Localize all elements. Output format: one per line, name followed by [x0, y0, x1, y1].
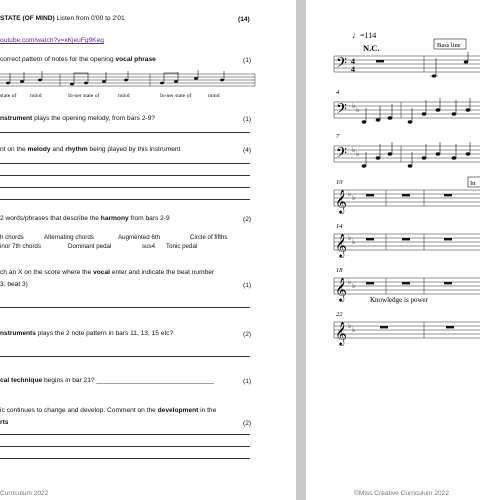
q1-lyric: In-ner state of — [68, 93, 100, 99]
score-lyric: Knowledge is power — [370, 296, 428, 304]
question-2: nstrument plays the opening melody, from bars 2-9? — [0, 115, 155, 122]
time-signature-bottom: 4 — [351, 65, 355, 74]
harmony-option[interactable]: inor 7th chords — [0, 243, 41, 250]
worksheet-heading: STATE (OF MIND) Listen from 0'00 to 2'01 — [0, 15, 125, 22]
question-4: 2 words/phrases that describe the harmony from bars 2-9 — [0, 215, 170, 222]
q1-notation — [0, 70, 256, 92]
flat-icon: ♭ — [348, 278, 352, 286]
harmony-option[interactable]: sus4 — [142, 243, 156, 250]
flat-icon: ♭ — [348, 190, 352, 198]
score-system-1 — [334, 52, 480, 78]
bass-line-label: Bass line — [437, 42, 461, 49]
question-3: nt on the melody and rhythm being played by this instrument — [0, 146, 181, 153]
no-chord-marking: N.C. — [363, 43, 380, 53]
youtube-link[interactable]: outube.com/watch?v=xKjeuFg9Keg — [0, 37, 104, 44]
treble-clef-icon: 𝄞 — [335, 191, 347, 213]
bar-number: 18 — [336, 267, 343, 274]
harmony-option[interactable]: Tonic pedal — [166, 243, 198, 250]
tempo-marking: ♩=114 — [352, 31, 377, 40]
flat-icon: ♭ — [352, 102, 356, 110]
question-6-marks: (2) — [243, 331, 252, 338]
question-8-marks: (2) — [243, 420, 252, 427]
question-4-marks: (2) — [243, 216, 252, 223]
q1-lyric: state of — [0, 93, 17, 99]
q1-lyric: mind — [30, 93, 42, 99]
score-system-3 — [334, 142, 480, 167]
answer-line[interactable] — [0, 132, 250, 133]
treble-clef-icon: 𝄞 — [335, 235, 347, 257]
bar-number: 10 — [336, 179, 343, 186]
flat-icon: ♭ — [352, 194, 356, 202]
bar-number: 4 — [336, 89, 340, 96]
question-8: ic continues to change and develop. Comment on the development in the — [0, 407, 217, 414]
worksheet-footer: Curriculum 2022 — [0, 490, 49, 497]
question-1: correct pattern of notes for the opening vocal phrase — [0, 56, 156, 63]
answer-line[interactable] — [0, 175, 250, 176]
bar-number: 7 — [336, 133, 340, 140]
score-system-7 — [334, 322, 480, 346]
score-system-5 — [334, 234, 480, 258]
flat-icon: ♭ — [356, 150, 360, 158]
answer-line[interactable] — [0, 458, 250, 459]
harmony-option[interactable]: h chords — [0, 234, 24, 241]
flat-icon: ♭ — [352, 146, 356, 154]
harmony-option[interactable]: Augmented 6th — [118, 234, 160, 241]
flat-icon: ♭ — [352, 326, 356, 334]
music-score — [306, 0, 480, 500]
score-system-2 — [334, 98, 480, 123]
flat-icon: ♭ — [352, 282, 356, 290]
whole-rest — [376, 60, 384, 62]
instrument-label: In — [470, 180, 476, 187]
question-5: ch an X on the score where the vocal enter and indicate the beat number — [0, 269, 215, 276]
bar-number: 14 — [336, 223, 343, 230]
time-signature-top: 4 — [351, 57, 355, 66]
question-1-marks: (1) — [243, 57, 252, 64]
treble-clef-icon: 𝄞 — [335, 323, 347, 345]
question-7-marks: (1) — [243, 378, 252, 385]
answer-line[interactable] — [0, 187, 250, 188]
question-8-line2: rts — [0, 419, 9, 426]
score-page — [306, 0, 480, 500]
bass-clef-icon: 𝄢 — [336, 145, 347, 164]
harmony-option[interactable]: Circle of fifths — [190, 234, 228, 241]
flat-icon: ♭ — [348, 234, 352, 242]
bass-clef-icon: 𝄢 — [336, 101, 347, 120]
answer-line[interactable] — [0, 434, 250, 435]
total-marks: (14) — [238, 16, 250, 23]
answer-line[interactable] — [0, 356, 250, 357]
harmony-option[interactable]: Alternating chords — [44, 234, 94, 241]
answer-line[interactable] — [0, 163, 250, 164]
question-6: nstruments plays the 2 note pattern in bars 11, 13, 15 etc? — [0, 330, 174, 337]
score-system-4 — [334, 190, 480, 214]
question-2-marks: (1) — [243, 116, 252, 123]
answer-line[interactable] — [0, 199, 250, 200]
question-3-marks: (4) — [243, 147, 252, 154]
treble-clef-icon: 𝄞 — [335, 279, 347, 301]
question-5-marks: (1) — [243, 282, 252, 289]
bass-clef-icon: 𝄢 — [336, 55, 347, 74]
bar-number: 22 — [336, 311, 343, 318]
answer-line[interactable] — [0, 446, 250, 447]
q1-lyric: In-ner state of — [160, 93, 192, 99]
question-5-line2: 3, beat 3) — [0, 281, 28, 288]
flat-icon: ♭ — [352, 238, 356, 246]
q1-lyric: mind — [118, 93, 130, 99]
flat-icon: ♭ — [356, 106, 360, 114]
score-footer: ©Miss Creative Curriculum 2022 — [354, 490, 450, 497]
answer-line[interactable] — [0, 307, 250, 308]
q1-lyric: mind — [208, 93, 220, 99]
flat-icon: ♭ — [348, 322, 352, 330]
question-7: cal technique begins in bar 21? ________________________________ — [0, 377, 214, 384]
harmony-option[interactable]: Dominant pedal — [68, 243, 112, 250]
